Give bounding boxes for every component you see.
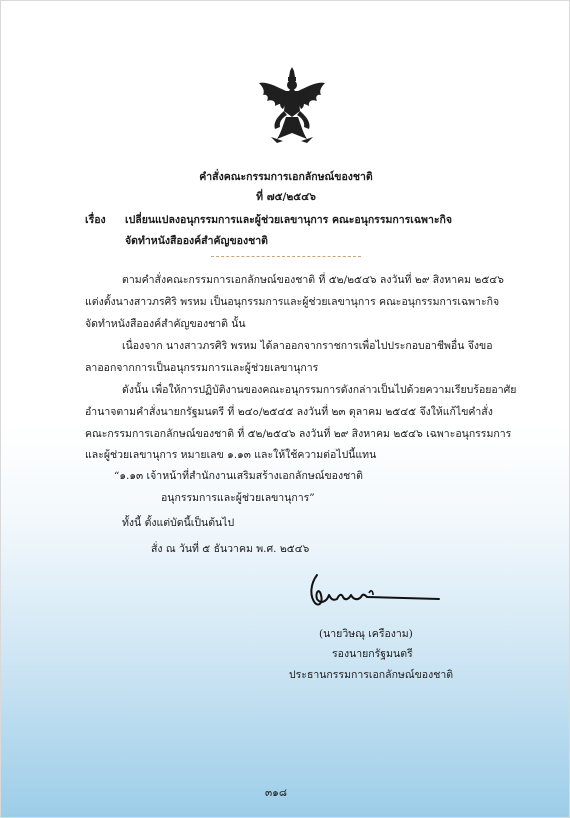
subject-line-2: จัดทำหนังสือองค์สำคัญของชาติ [125, 235, 268, 247]
paragraph-3-line-1: ดังนั้น เพื่อให้การปฏิบัติงานของคณะอนุกรรมการดังกล่าวเป็นไปด้วยความเรียบร้อยอาศัย [122, 384, 517, 396]
quote-line-1: “๑.๑๓ เจ้าหน้าที่สำนักงานเสริมสร้างเอกลักษณ์ของชาติ [114, 470, 363, 482]
dashed-divider [211, 256, 361, 257]
order-title: คำสั่งคณะกรรมการเอกลักษณ์ของชาติ [199, 171, 373, 183]
paragraph-2-line-2: ลาออกจากการเป็นอนุกรรมการและผู้ช่วยเลขานุการ [85, 362, 319, 374]
signatory-position: รองนายกรัฐมนตรี [332, 648, 413, 660]
paragraph-3-line-2: อำนาจตามคำสั่งนายกรัฐมนตรี ที่ ๒๔๐/๒๕๔๕ ลงวันที่ ๒๓ ตุลาคม ๒๕๔๕ จึงให้แก้ไขคำสั่ง [85, 406, 493, 418]
paragraph-1-line-3: จัดทำหนังสือองค์สำคัญของชาติ นั้น [85, 318, 246, 330]
paragraph-1-line-1: ตามคำสั่งคณะกรรมการเอกลักษณ์ของชาติ ที่ ๕๒/๒๕๔๖ ลงวันที่ ๒๙ สิงหาคม ๒๕๔๖ [122, 274, 504, 286]
order-date: สั่ง ณ วันที่ ๕ ธันวาคม พ.ศ. ๒๕๔๖ [151, 543, 310, 555]
subject-label: เรื่อง [85, 214, 106, 226]
subject-line-1: เปลี่ยนแปลงอนุกรรมการและผู้ช่วยเลขานุการ คณะอนุกรรมการเฉพาะกิจ [125, 214, 452, 226]
order-number: ที่ ๗๕/๒๕๔๖ [256, 191, 316, 203]
signatory-name: (นายวิษณุ เครืองาม) [319, 628, 413, 640]
paragraph-1-line-2: แต่งตั้งนางสาวภรศิริ พรหม เป็นอนุกรรมการและผู้ช่วยเลขานุการ คณะอนุกรรมการเฉพาะกิจ [85, 296, 500, 308]
garuda-emblem-icon [253, 67, 331, 145]
quote-line-2: อนุกรรมการและผู้ช่วยเลขานุการ” [161, 492, 315, 504]
effective-statement: ทั้งนี้ ตั้งแต่บัดนี้เป็นต้นไป [122, 517, 235, 529]
page-number: ๓๑๘ [265, 787, 287, 799]
paragraph-3-line-4: และผู้ช่วยเลขานุการ หมายเลข ๑.๑๓ และให้ใช้ความต่อไปนี้แทน [85, 449, 377, 461]
paragraph-3-line-3: คณะกรรมการเอกลักษณ์ของชาติ ที่ ๕๒/๒๕๔๖ ลงวันที่ ๒๙ สิงหาคม ๒๕๔๖ เฉพาะอนุกรรมการ [85, 428, 512, 440]
paragraph-2-line-1: เนื่องจาก นางสาวภรศิริ พรหม ได้ลาออกจากราชการเพื่อไปประกอบอาชีพอื่น จึงขอ [122, 340, 493, 352]
signatory-role: ประธานกรรมการเอกลักษณ์ของชาติ [289, 669, 454, 681]
signature-image [303, 569, 443, 615]
